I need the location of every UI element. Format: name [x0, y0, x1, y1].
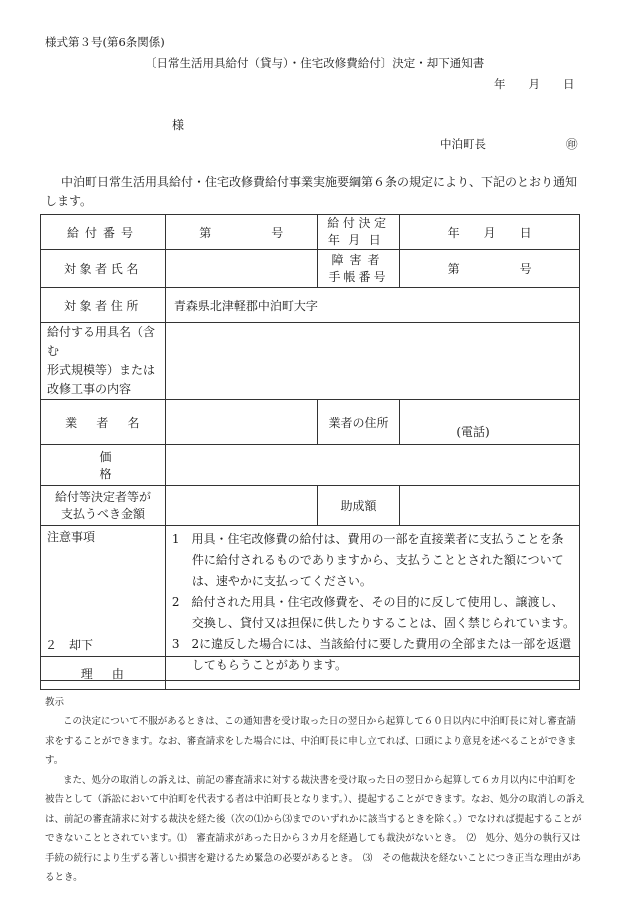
note-item: 1 用具・住宅改修費の給付は、費用の一部を直接業者に支払うことを条件に給付されるものでありますから、支払うこととされた額については、速やかに支払ってください。 [171, 532, 564, 588]
handicap-number-label: 障害者 手帳番号 [317, 250, 400, 288]
address-label: 対象者住所 [41, 288, 166, 323]
name-value [165, 250, 317, 288]
payable-amount-label: 給付等決定者等が 支払うべき金額 [41, 486, 166, 526]
subsidy-label: 助成額 [317, 486, 400, 526]
handicap-number-value: 第 号 [400, 250, 580, 288]
vendor-value [165, 400, 317, 445]
note-item: 2 給付された用具・住宅改修費を、その目的に反して使用し、譲渡し、交換し、貸付又は担保に供したりすることは、固く禁じられています。 [171, 595, 575, 630]
vendor-address-label: 業者の住所 [317, 400, 400, 445]
teaching-paragraph: また、処分の取消しの訴えは、前記の審査請求に対する裁決書を受け取った日の翌日から起算して６カ月以内に中泊町を被告として（訴訟において中泊町を代表する者は中泊町長となります。）、提起することができます。なお、処分の取消しの訴えは、前記の審査請求に対する裁決を経た後（次の⑴から⑶までのいずれかに該当するときを除く。）でなければ提起することができないこととされています。⑴ 審査請求があった日から３カ月を経過しても裁決がないとき。 ⑵ 処分、処分の執行又は手続の続行により生ずる著しい損害を避けるため緊急の必要があるとき。 ⑶ その他裁決を経ないことにつき正当な理由があるとき。 [45, 774, 585, 883]
payable-amount-value [165, 486, 317, 526]
price-label: 価格 [41, 445, 166, 486]
item-content-value [165, 323, 579, 400]
note-item: 3 2に違反した場合には、当該給付に要した費用の全部または一部を返還してもらうことがあります。 [171, 637, 572, 672]
seal-mark: ㊞ [566, 137, 578, 151]
reason-value [165, 657, 579, 690]
addressee-suffix: 様 [172, 118, 185, 132]
grant-number-value: 第 号 [165, 215, 317, 250]
reason-label: 理由 [41, 657, 166, 690]
decision-date-label: 給付決定 年月日 [317, 215, 400, 250]
issue-date: 年 月 日 [494, 77, 575, 91]
vendor-phone: (電話) [400, 400, 580, 445]
item-content-label: 給付する用具名（含む 形式規模等）または 改修工事の内容 [41, 323, 166, 400]
rejection-table [40, 656, 580, 690]
address-value: 青森県北津軽郡中泊町大字 [165, 288, 579, 323]
teaching-heading: 教示 [45, 697, 65, 708]
intro-text: 中泊町日常生活用具給付・住宅改修費給付事業実施要綱第６条の規定により、下記のとおり通知します。 [45, 175, 578, 208]
decision-date-value: 年 月 日 [400, 215, 580, 250]
notes-label: 注意事項 [41, 526, 166, 681]
document-title: 〔日常生活用具給付（貸与）・住宅改修費給付〕決定・却下通知書 [145, 56, 485, 70]
grant-number-label: 給付番号 [41, 215, 166, 250]
name-label: 対象者氏名 [41, 250, 166, 288]
teaching-text [45, 712, 585, 888]
rejection-heading: ２ 却下 [45, 638, 94, 652]
price-value [165, 445, 579, 486]
teaching-paragraph: この決定について不服があるときは、この通知書を受け取った日の翌日から起算して６０日以内に中泊町長に対し審査請求をすることができます。なお、審査請求をした場合には、中泊町長に申し立てれば、口頭により意見を述べることができます。 [45, 716, 577, 766]
decision-table [40, 214, 580, 681]
subsidy-value [400, 486, 580, 526]
form-number: 様式第３号(第6条関係) [45, 35, 165, 49]
issuer-name: 中泊町長 [440, 137, 486, 151]
vendor-label: 業者名 [41, 400, 166, 445]
